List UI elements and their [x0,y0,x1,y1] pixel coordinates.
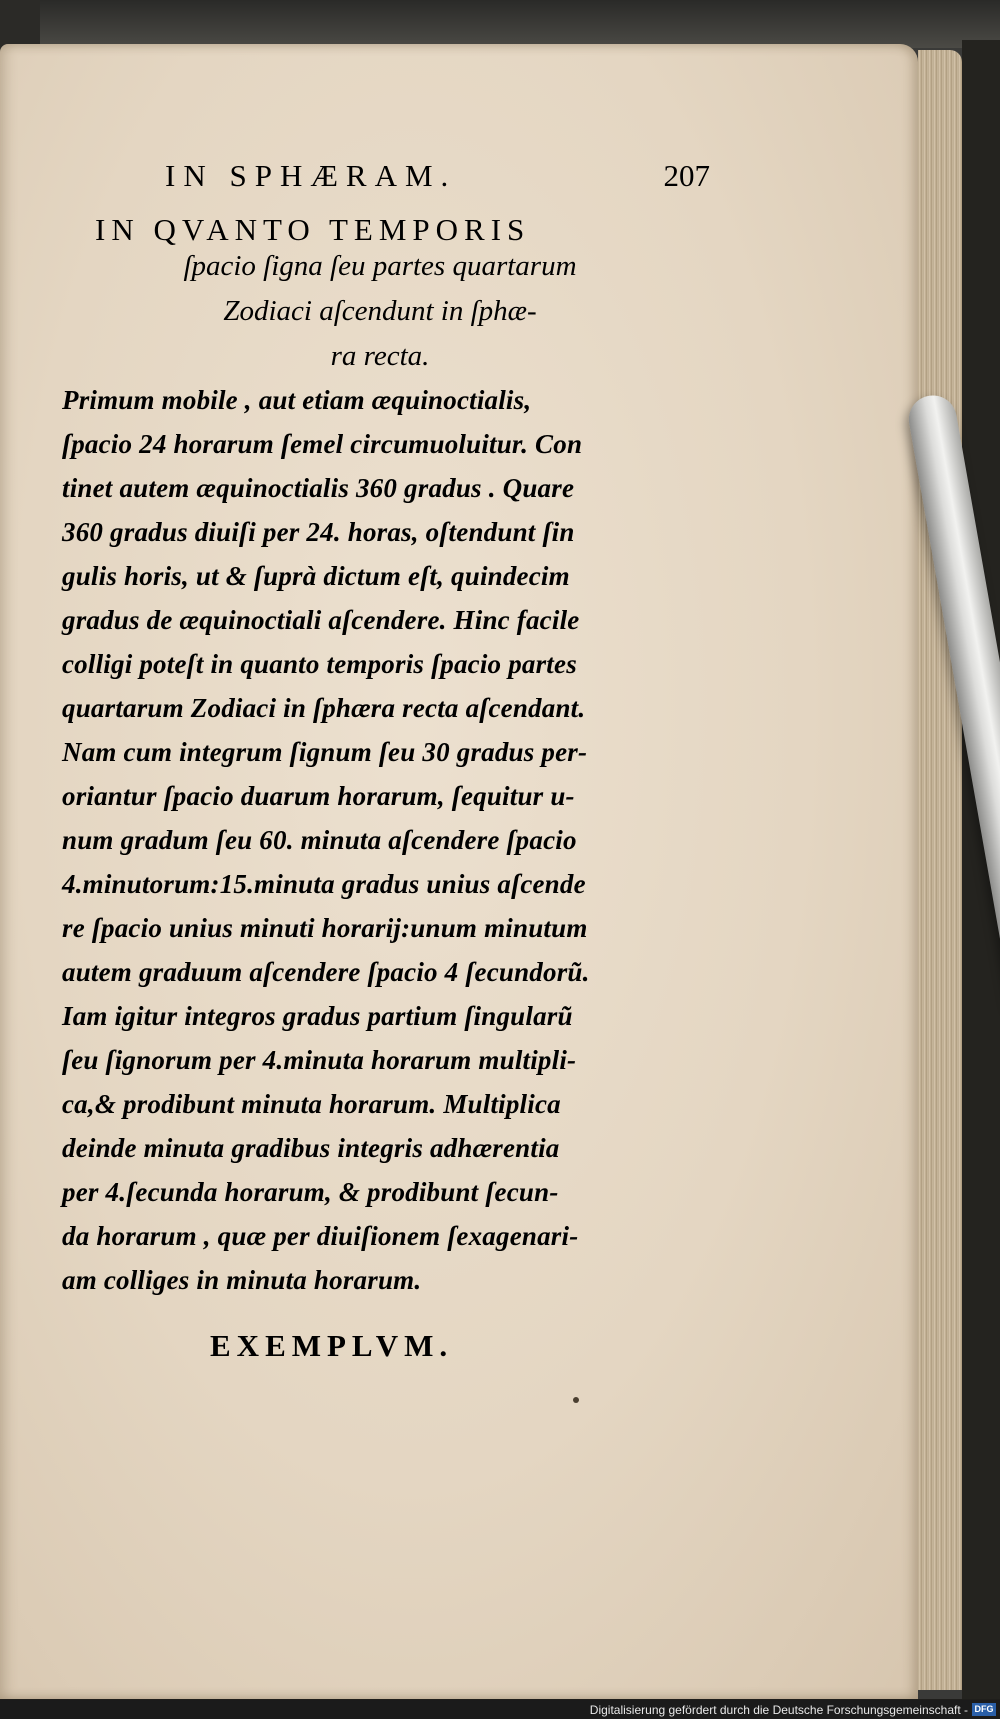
body-line: oriantur ſpacio duarum horarum, ſequitur u- [62,781,575,811]
running-head [165,158,710,208]
body-line: deinde minuta gradibus integris adhærentia [62,1133,560,1163]
body-line: ca,& prodibunt minuta horarum. Multiplica [62,1089,561,1119]
body-line: ſeu ſignorum per 4.minuta horarum multipli- [62,1045,577,1075]
body-line: num gradum ſeu 60. minuta aſcendere ſpacio [62,825,577,855]
background-top [0,0,1000,48]
running-title: IN SPHÆRAM. [165,158,457,193]
body-line: Nam cum integrum ſignum ſeu 30 gradus per- [62,737,588,767]
body-line: Primum mobile , aut etiam æquinoctialis, [62,385,532,415]
body-line: 360 gradus diuiſi per 24. horas, oſtendunt ſin [62,517,575,547]
body-line: 4.minutorum:15.minuta gradus unius aſcende [62,869,586,899]
subheading-line: ſpacio ſigna ſeu partes quartarum [183,250,577,282]
page-number: 207 [663,158,710,193]
footer-credit: Digitalisierung gefördert durch die Deutsche Forschungsgemeinschaft - [589,1703,968,1717]
exemplum-heading: EXEMPLVM. [210,1328,454,1363]
body-line: ſpacio 24 horarum ſemel circumuoluitur. Con [62,429,583,459]
body-line: autem graduum aſcendere ſpacio 4 ſecundorũ. [62,957,590,987]
body-line: am colliges in minuta horarum. [62,1265,422,1295]
body-line: quartarum Zodiaci in ſphæra recta aſcendant. [62,693,586,723]
ink-mark [573,1397,579,1403]
chapter-heading: IN QVANTO TEMPORIS [95,212,531,247]
body-line: tinet autem æquinoctialis 360 gradus . Quare [62,473,575,503]
body-line: re ſpacio unius minuti horarij:unum minutum [62,913,588,943]
dfg-logo: DFG [972,1703,996,1716]
body-line: gulis horis, ut & ſuprà dictum eſt, quindecim [62,561,570,591]
page-edges [918,50,962,1690]
subheading-line: ra recta. [330,340,430,372]
footer-bar [0,1700,1000,1719]
body-line: da horarum , quæ per diuiſionem ſexagenari- [62,1221,579,1251]
body-line: Iam igitur integros gradus partium ſingularũ [62,1001,573,1031]
body-line: gradus de æquinoctiali aſcendere. Hinc facile [62,605,580,635]
subheading-line: Zodiaci aſcendunt in ſphæ- [223,295,537,327]
body-line: colligi poteſt in quanto temporis ſpacio partes [62,649,577,679]
body-line: per 4.ſecunda horarum, & prodibunt ſecun- [62,1177,559,1207]
